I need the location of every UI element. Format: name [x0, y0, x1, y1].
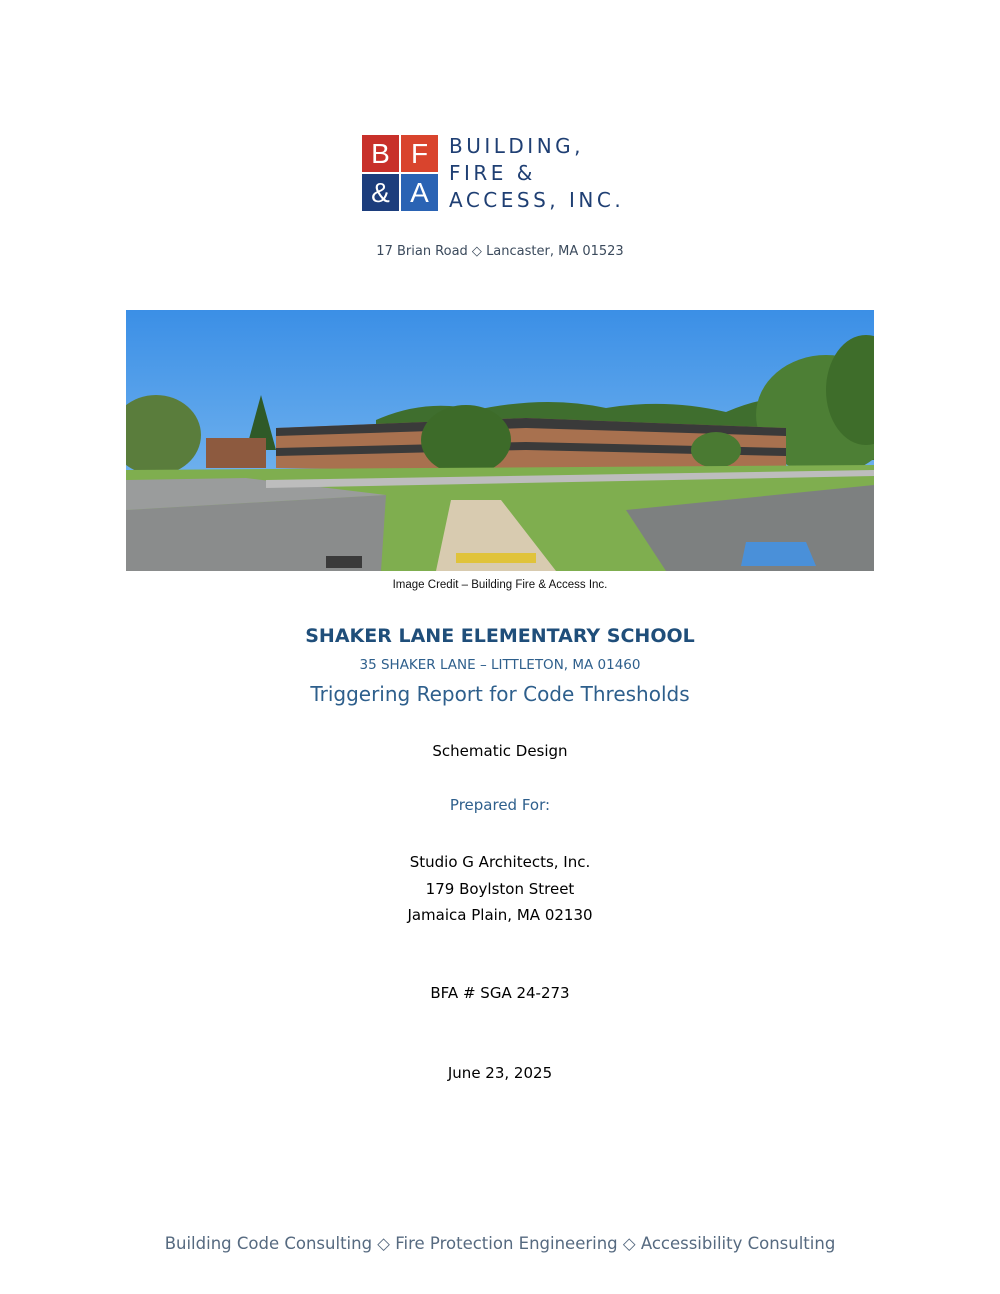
- logo-mark: [362, 135, 438, 211]
- logo-letter-a: A: [401, 174, 438, 211]
- school-address: 35 SHAKER LANE – LITTLETON, MA 01460: [359, 657, 641, 673]
- client-name: Studio G Architects, Inc.: [409, 853, 591, 871]
- logo-line-1: BUILDING,: [449, 134, 585, 158]
- logo-line-2: FIRE &: [449, 161, 536, 185]
- prepared-for-label: Prepared For:: [449, 796, 551, 814]
- footer-services: Building Code Consulting ◇ Fire Protection Engineering ◇ Accessibility Consulting: [164, 1234, 836, 1253]
- image-credit: Image Credit – Building Fire & Access Inc.: [392, 579, 608, 591]
- logo-line-3: ACCESS, INC.: [449, 188, 625, 212]
- report-title: Triggering Report for Code Thresholds: [310, 682, 690, 706]
- client-block: [0, 849, 1000, 929]
- school-name: SHAKER LANE ELEMENTARY SCHOOL: [305, 625, 695, 647]
- report-date: June 23, 2025: [447, 1064, 553, 1082]
- company-logo: [362, 135, 652, 213]
- school-panorama-photo: [126, 310, 874, 571]
- logo-ampersand: &: [362, 174, 399, 211]
- logo-letter-f: F: [401, 135, 438, 172]
- design-phase: Schematic Design: [432, 742, 568, 760]
- client-street: 179 Boylston Street: [425, 879, 575, 898]
- logo-wordmark: [449, 133, 624, 214]
- client-city: Jamaica Plain, MA 02130: [407, 906, 593, 924]
- logo-letter-b: B: [362, 135, 399, 172]
- project-number: BFA # SGA 24-273: [430, 984, 570, 1002]
- company-address: 17 Brian Road ◇ Lancaster, MA 01523: [376, 244, 624, 259]
